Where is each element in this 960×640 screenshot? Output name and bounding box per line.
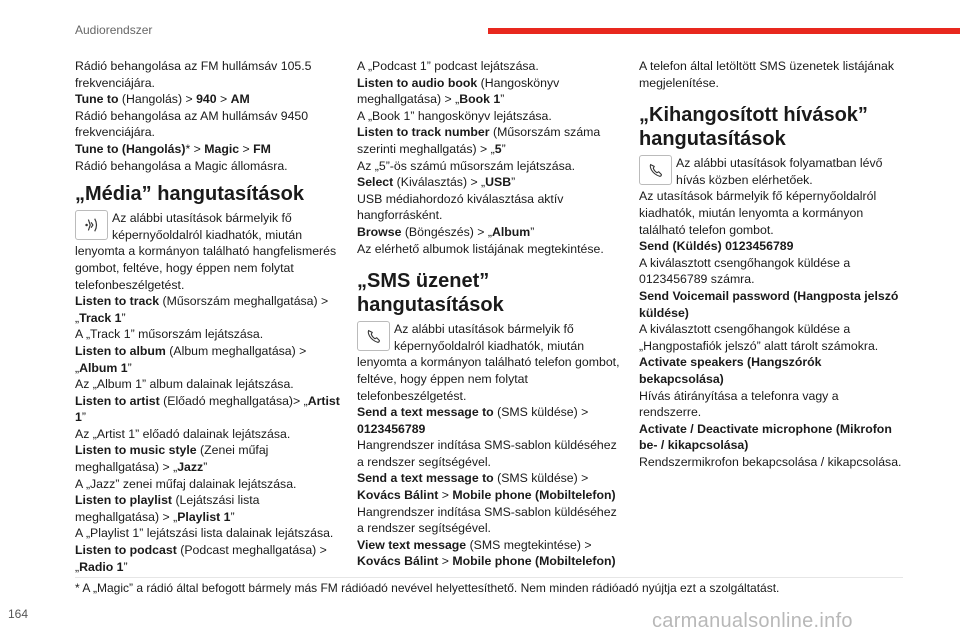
- column-1: [75, 58, 340, 575]
- text: Hívás átirányítása a telefonra vagy a rendszerre.: [639, 388, 839, 420]
- command-line: Send a text message to (SMS küldése) > Kovács Bálint > Mobile phone (Mobiltelefon): [357, 471, 616, 503]
- text: Rendszermikrofon bekapcsolása / kikapcsolása.: [639, 454, 902, 469]
- command-line: Listen to artist (Előadó meghallgatása)> „Artist 1”: [75, 393, 340, 425]
- section-heading-sms: „SMS üzenet” hangutasítások: [357, 270, 504, 317]
- watermark: carmanualsonline.info: [652, 610, 853, 632]
- voice-recognition-icon: [75, 210, 108, 240]
- text: Rádió behangolása a Magic állomásra.: [75, 158, 288, 173]
- text: Az „Artist 1” előadó dalainak lejátszása.: [75, 426, 291, 441]
- header-accent-bar: [488, 28, 960, 34]
- column-3: [639, 58, 904, 470]
- text: A „Track 1” műsorszám lejátszása.: [75, 327, 264, 342]
- text: USB médiahordozó kiválasztása aktív hangforrásként.: [357, 191, 564, 223]
- command-line: Send (Küldés) 0123456789: [639, 239, 794, 254]
- text: Hangrendszer indítása SMS-sablon küldéséhez a rendszer segítségével.: [357, 504, 617, 536]
- section-intro: Az alábbi utasítások folyamatban lévő hívás közben elérhetőek.: [639, 155, 904, 188]
- text: Az „5”-ös számú műsorszám lejátszása.: [357, 158, 575, 173]
- text: Az „Album 1” album dalainak lejátszása.: [75, 377, 294, 392]
- command-line: View text message (SMS megtekintése) > Kovács Bálint > Mobile phone (Mobiltelefon): [357, 537, 616, 569]
- text: Rádió behangolása az FM hullámsáv 105.5 frekvenciájára.: [75, 59, 312, 90]
- command-line: Listen to podcast (Podcast meghallgatása) > „Radio 1”: [75, 543, 327, 574]
- command-line: Listen to playlist (Lejátszási lista meghallgatása) > „Playlist 1”: [75, 493, 260, 524]
- phone-icon: [639, 155, 672, 185]
- phone-icon: [357, 321, 390, 351]
- section-intro: Az alábbi utasítások bármelyik fő képernyőoldalról kiadhatók, miután lenyomta a kormányon található hangfelismerés gombot, feltéve, hogy éppen nem folytat telefonbeszélgetést.: [75, 211, 337, 292]
- command-line: Activate / Deactivate microphone (Mikrofon be- / kikapcsolása): [639, 421, 892, 453]
- page-header-title: Audiorendszer: [75, 23, 153, 37]
- command-line: Listen to track (Műsorszám meghallgatása) > „Track 1”: [75, 294, 329, 325]
- command-line: Listen to album (Album meghallgatása) > „Album 1”: [75, 343, 307, 375]
- command-line: Listen to audio book (Hangoskönyv meghallgatása) > „Book 1”: [357, 75, 560, 107]
- text: A „Podcast 1” podcast lejátszása.: [357, 59, 539, 73]
- page-number: 164: [8, 607, 29, 621]
- text: A kiválasztott csengőhangok küldése a „Hangpostafiók jelszó” alatt tárolt számokra.: [639, 322, 879, 353]
- command-line: Listen to track number (Műsorszám száma szerinti meghallgatás) > „5”: [357, 125, 601, 156]
- command-line: Listen to music style (Zenei műfaj meghallgatása) > „Jazz”: [75, 443, 269, 475]
- text: A kiválasztott csengőhangok küldése a 0123456789 számra.: [639, 255, 851, 287]
- text: A „Playlist 1” lejátszási lista dalainak lejátszása.: [75, 526, 334, 541]
- text: Az elérhető albumok listájának megtekintése.: [357, 241, 604, 256]
- text: A „Book 1” hangoskönyv lejátszása.: [357, 108, 552, 123]
- text: A telefon által letöltött SMS üzenetek listájának megjelenítése.: [639, 59, 894, 90]
- command-line: Tune to (Hangolás)* > Magic > FM: [75, 141, 271, 156]
- text: Az utasítások bármelyik fő képernyőoldalról kiadhatók, miután lenyomta a kormányon található telefon gombot.: [639, 189, 877, 237]
- footnote: * A „Magic” a rádió által befogott bármely más FM rádióadó nevével helyettesíthető. Nem minden rádióadó nyújtja ezt a szolgáltatást.: [75, 581, 780, 595]
- command-line: Browse (Böngészés) > „Album”: [357, 224, 535, 239]
- column-2: [357, 58, 622, 570]
- section-heading-handsfree: „Kihangosított hívások” hangutasítások: [639, 104, 868, 151]
- text: A „Jazz” zenei műfaj dalainak lejátszása.: [75, 476, 297, 491]
- section-heading-media: „Média” hangutasítások: [75, 183, 304, 206]
- command-line: Tune to (Hangolás) > 940 > AM: [75, 92, 250, 107]
- command-line: Send Voicemail password (Hangposta jelszó küldése): [639, 288, 899, 320]
- command-line: Select (Kiválasztás) > „USB”: [357, 175, 516, 190]
- command-line: Send a text message to (SMS küldése) > 0123456789: [357, 405, 589, 436]
- command-line: Activate speakers (Hangszórók bekapcsolása): [639, 355, 822, 386]
- footnote-divider: [75, 577, 903, 578]
- text: Rádió behangolása az AM hullámsáv 9450 frekvenciájára.: [75, 108, 309, 140]
- text: Hangrendszer indítása SMS-sablon küldéséhez a rendszer segítségével.: [357, 438, 617, 469]
- section-intro: Az alábbi utasítások bármelyik fő képernyőoldalról kiadhatók, miután lenyomta a kormányon található telefon gombot, feltéve, hogy éppen nem folytat telefonbeszélgetést.: [357, 322, 620, 403]
